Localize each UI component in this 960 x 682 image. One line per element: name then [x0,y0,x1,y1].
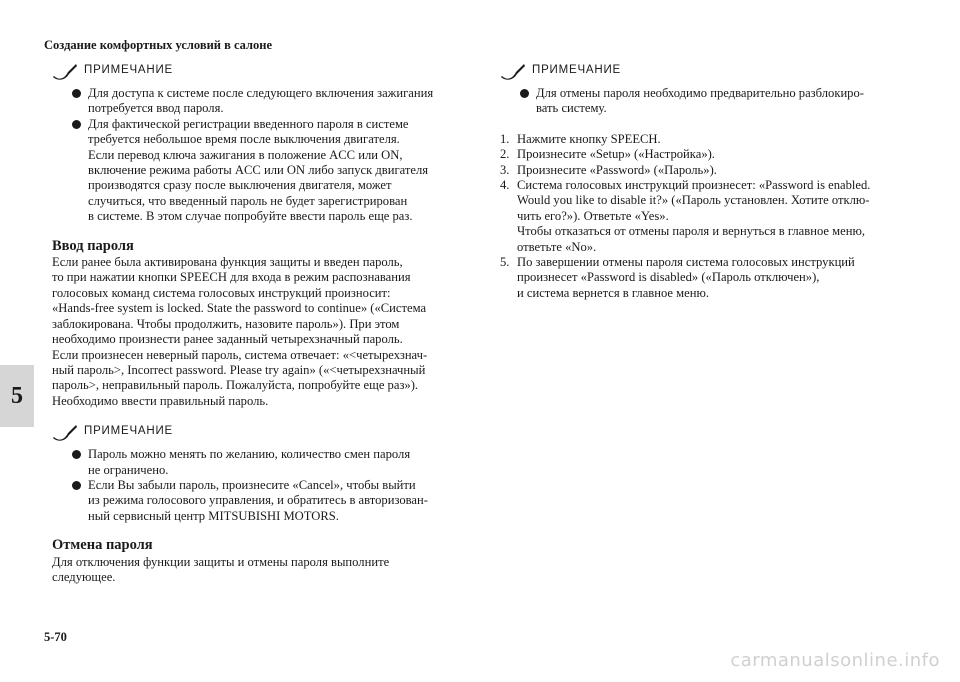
left-column [52,62,462,585]
note-list [500,86,895,117]
list-item: Для отмены пароля необходимо предварительно разблокиро- вать систему. [520,86,895,117]
list-item: Если Вы забыли пароль, произнесите «Cancel», чтобы выйти из режима голосового управления, и обратитесь в авторизован- ный сервисный центр MITSUBISHI MOTORS. [72,478,462,524]
section-title: Ввод пароля [52,237,134,254]
note-label: ПРИМЕЧАНИЕ [532,64,622,77]
watermark: carmanualsonline.info [730,650,940,671]
note-header [52,423,462,441]
list-item: Пароль можно менять по желанию, количество смен пароля не ограничено. [72,447,462,478]
running-header: Создание комфортных условий в салоне [44,38,273,52]
list-item: Для доступа к системе после следующего включения зажигания потребуется ввод пароля. [72,86,462,117]
note-pen-icon [52,423,78,441]
note-label: ПРИМЕЧАНИЕ [84,425,174,438]
step-item: 1. Нажмите кнопку SPEECH. [500,131,661,146]
chapter-tab: 5 [0,365,34,427]
note-label: ПРИМЕЧАНИЕ [84,64,174,77]
step-item: 2. Произнесите «Setup» («Настройка»). [500,147,715,162]
right-column [500,62,895,301]
section-body: Для отключения функции защиты и отмены пароля выполните следующее. [52,554,390,584]
step-item: 5. По завершении отмены пароля система голосовых инструкций произнесет «Password is disabled» («Пароль отключен»), и система вернется в главное меню. [500,255,855,300]
note-header [52,62,462,80]
note-header [500,62,895,80]
list-item: Для фактической регистрации введенного пароля в системе требуется небольшое время после выключения двигателя. Если перевод ключа зажигания в положение ACC или ON, включение режима работы ACC или ON либо запуск двигателя производятся сразу после выключения двигателя, может случиться, что введенный пароль не будет зарегистрирован в системе. В этом случае попробуйте ввести пароль еще раз. [72,117,462,225]
page-number: 5-70 [44,630,67,644]
step-item: 3. Произнесите «Password» («Пароль»). [500,162,717,177]
steps-list [500,132,895,301]
step-item: 4. Система голосовых инструкций произнесет: «Password is enabled. Would you like to disable it?» («Пароль установлен. Хотите отклю- чить его?»). Ответьте «Yes». Чтобы отказаться от отмены пароля и вернуться в главное меню, ответьте «No». [500,178,871,254]
note-list [52,447,462,524]
section-title: Отмена пароля [52,537,153,554]
note-pen-icon [52,62,78,80]
section-body: Если ранее была активирована функция защиты и введен пароль, то при нажатии кнопки SPEECH для входа в режим распознавания голосовых команд система голосовых инструкций произносит: «Hands-free system is locked. State the password to continue» («Система заблокирована. Чтобы продолжить, назовите пароль»). При этом необходимо произнести ранее заданный четырехзначный пароль. Если произнесен неверный пароль, система отвечает: «<четырехзнач- ный пароль>, Incorrect password. Please try again» («<четырехзначный пароль>, неправильный пароль. Пожалуйста, попробуйте еще раз»). Необходимо ввести правильный пароль. [52,255,428,408]
note-pen-icon [500,62,526,80]
note-list [52,86,462,225]
